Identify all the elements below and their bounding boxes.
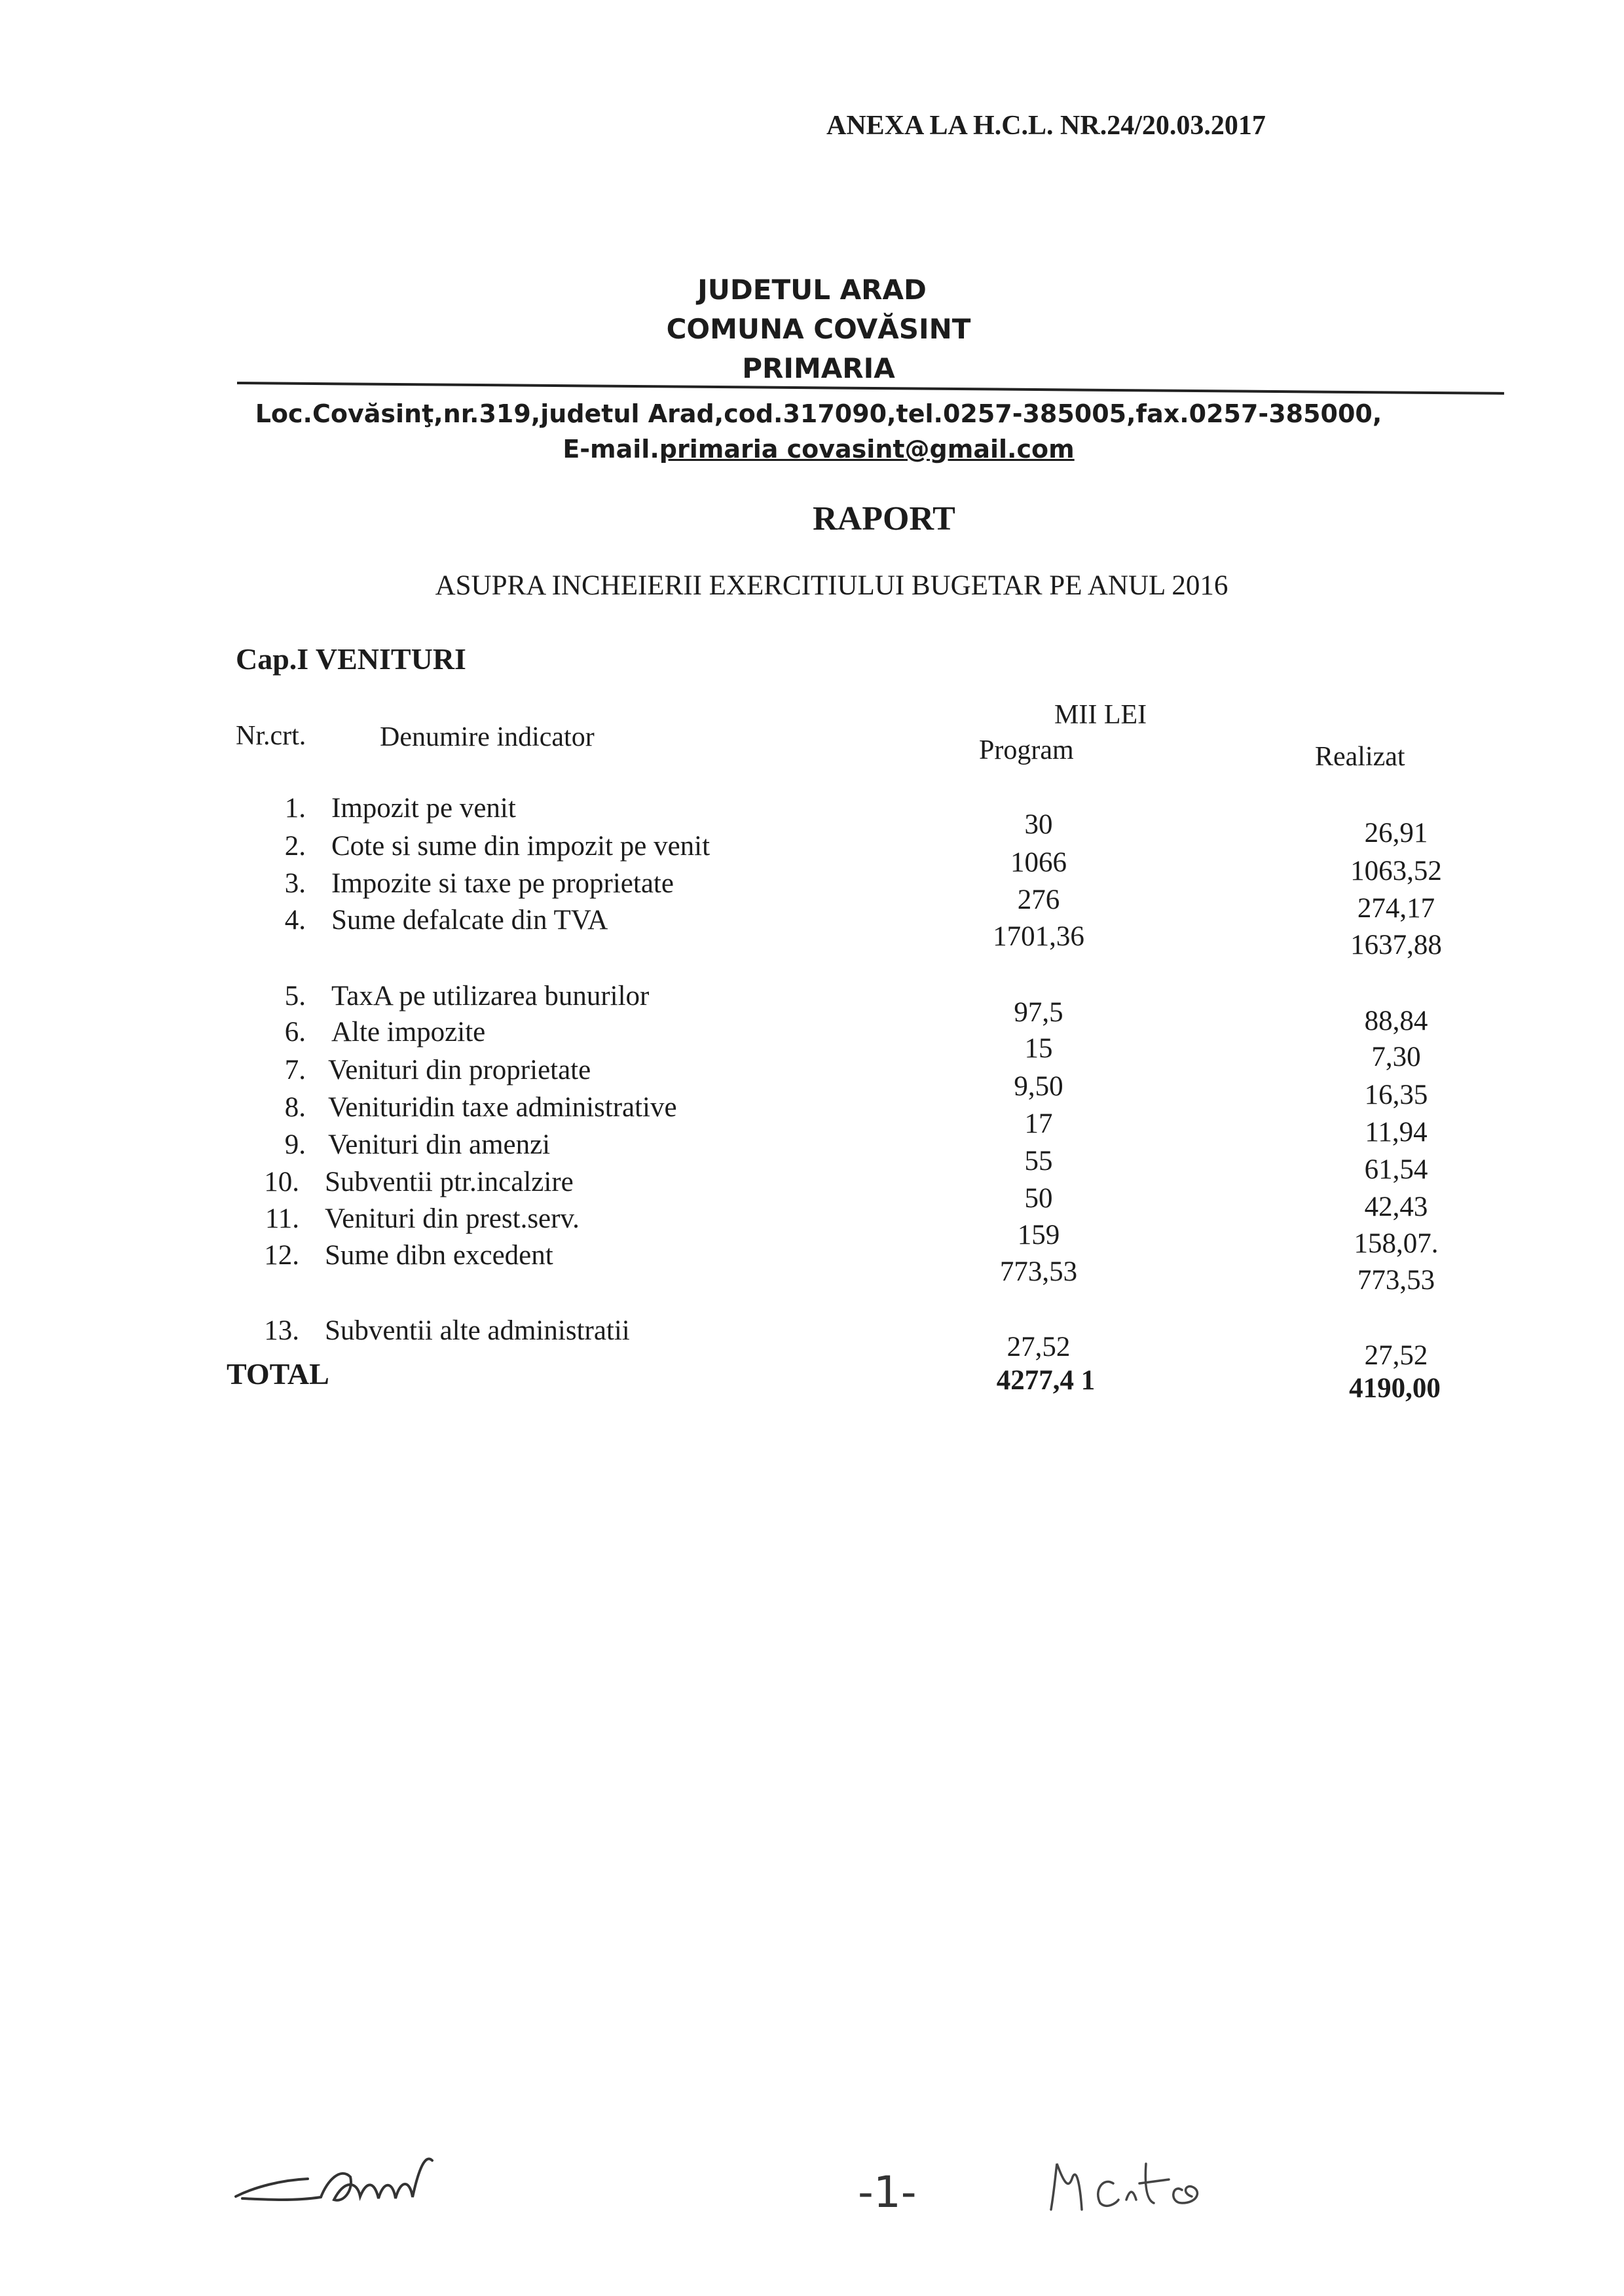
row-number: 5. [284, 981, 306, 1011]
row-indicator-name: Cote si sume din impozit pe venit [331, 831, 710, 862]
column-header-name: Denumire indicator [380, 722, 595, 752]
email-prefix: E-mail. [563, 435, 659, 464]
address-line: Loc.Covăsinţ,nr.319,judetul Arad,cod.317090,tel.0257-385005,fax.0257-385000, [255, 399, 1382, 428]
row-program-value: 55 [1024, 1146, 1053, 1176]
row-realizat-value: 27,52 [1364, 1340, 1428, 1371]
unit-label: MII LEI [1054, 700, 1147, 730]
row-indicator-name: Subventii ptr.incalzire [325, 1167, 574, 1197]
row-program-value: 30 [1024, 809, 1053, 840]
row-program-value: 1701,36 [993, 921, 1084, 952]
row-realizat-value: 88,84 [1364, 1006, 1428, 1036]
row-realizat-value: 11,94 [1365, 1117, 1428, 1148]
row-program-value: 773,53 [999, 1256, 1078, 1287]
row-program-value: 159 [1017, 1220, 1060, 1250]
row-realizat-value: 16,35 [1364, 1080, 1428, 1110]
row-program-value: 97,5 [1014, 997, 1063, 1028]
row-indicator-name: Venituri din prest.serv. [325, 1203, 580, 1234]
row-number: 8. [284, 1092, 306, 1123]
report-subtitle: ASUPRA INCHEIERII EXERCITIULUI BUGETAR PE ANUL 2016 [435, 570, 1228, 601]
row-realizat-value: 1063,52 [1350, 856, 1442, 886]
row-indicator-name: Impozite si taxe pe proprietate [331, 868, 674, 899]
row-program-value: 27,52 [1006, 1332, 1071, 1362]
row-indicator-name: Venituri din proprietate [328, 1055, 591, 1085]
row-indicator-name: TaxA pe utilizarea bunurilor [331, 981, 650, 1011]
row-number: 1. [284, 793, 306, 824]
signature-left [229, 2141, 465, 2226]
row-indicator-name: Venituridin taxe administrative [328, 1092, 677, 1123]
row-realizat-value: 158,07. [1354, 1228, 1439, 1259]
row-number: 4. [284, 905, 306, 936]
row-number: 7. [284, 1055, 306, 1085]
row-program-value: 15 [1024, 1033, 1053, 1064]
row-indicator-name: Sume defalcate din TVA [331, 905, 608, 936]
row-number: 11. [265, 1203, 299, 1234]
column-header-realizat: Realizat [1315, 742, 1405, 772]
total-program: 4277,4 1 [996, 1365, 1096, 1396]
row-realizat-value: 42,43 [1364, 1192, 1428, 1222]
row-program-value: 17 [1024, 1108, 1053, 1139]
report-title: RAPORT [813, 500, 955, 538]
row-realizat-value: 274,17 [1357, 893, 1435, 924]
commune-heading: COMUNA COVĂSINT [666, 313, 971, 345]
page-number: -1- [858, 2167, 917, 2217]
row-realizat-value: 61,54 [1364, 1154, 1428, 1185]
row-number: 12. [264, 1240, 299, 1271]
row-realizat-value: 7,30 [1371, 1042, 1421, 1072]
row-indicator-name: Venituri din amenzi [328, 1129, 551, 1160]
row-number: 13. [264, 1315, 299, 1346]
total-label: TOTAL [227, 1357, 329, 1391]
row-realizat-value: 1637,88 [1350, 930, 1442, 960]
city-hall-heading: PRIMARIA [742, 352, 895, 384]
row-number: 2. [284, 831, 306, 862]
row-program-value: 9,50 [1014, 1071, 1063, 1102]
chapter-heading: Cap.I VENITURI [236, 642, 466, 676]
row-number: 3. [284, 868, 306, 899]
row-indicator-name: Alte impozite [331, 1017, 486, 1048]
row-program-value: 1066 [1010, 847, 1067, 878]
email-link[interactable]: primaria covasint@gmail.com [659, 435, 1075, 464]
row-program-value: 50 [1024, 1183, 1053, 1214]
county-heading: JUDETUL ARAD [697, 274, 927, 306]
row-number: 10. [264, 1167, 299, 1197]
column-header-program: Program [979, 735, 1074, 765]
email-line [7, 435, 1624, 464]
annex-reference: ANEXA LA H.C.L. NR.24/20.03.2017 [826, 111, 1266, 141]
total-realizat: 4190,00 [1349, 1373, 1441, 1404]
signature-right [1041, 2138, 1277, 2229]
column-header-nr: Nr.crt. [236, 721, 306, 751]
row-program-value: 276 [1017, 884, 1060, 915]
row-indicator-name: Impozit pe venit [331, 793, 516, 824]
row-realizat-value: 26,91 [1364, 818, 1428, 848]
row-indicator-name: Sume dibn excedent [325, 1240, 553, 1271]
row-number: 9. [284, 1129, 306, 1160]
row-realizat-value: 773,53 [1357, 1265, 1435, 1296]
row-number: 6. [284, 1017, 306, 1048]
row-indicator-name: Subventii alte administratii [325, 1315, 630, 1346]
